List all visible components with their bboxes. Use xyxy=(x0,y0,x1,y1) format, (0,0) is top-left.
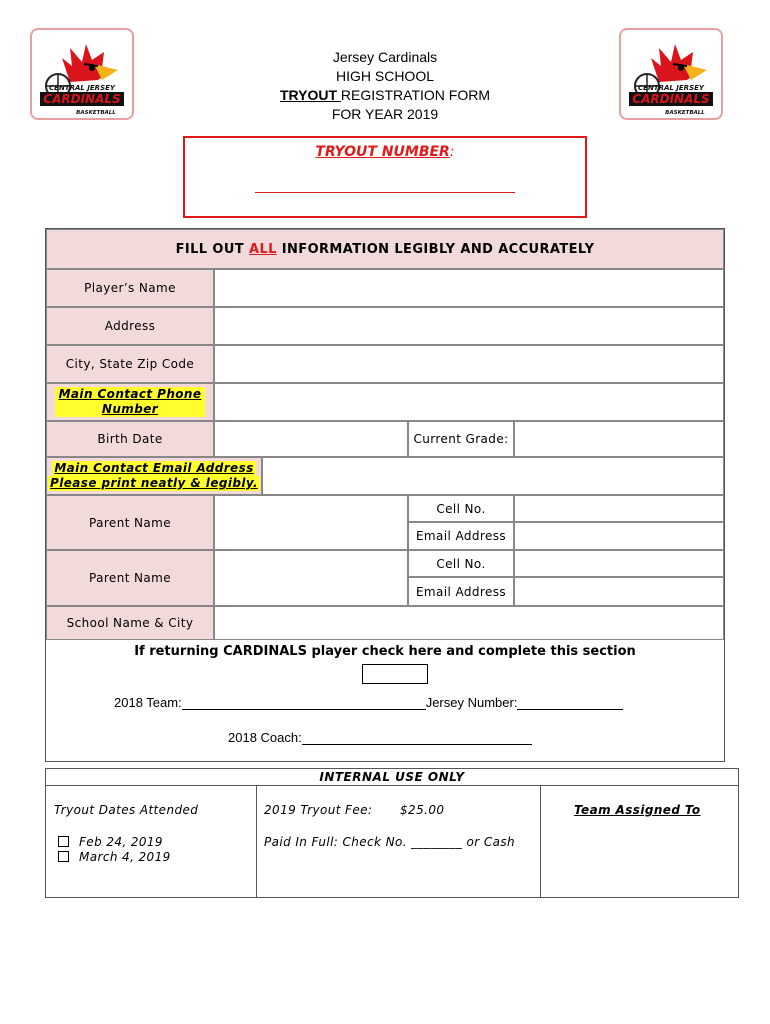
cardinal-logo-icon xyxy=(621,30,721,118)
birth-date-field[interactable] xyxy=(214,421,408,457)
tryout-dates-label: Tryout Dates Attended xyxy=(54,803,199,817)
school-level: HIGH SCHOOL xyxy=(335,68,434,84)
parent1-name-label: Parent Name xyxy=(46,495,214,550)
school-name-label: School Name & City xyxy=(46,606,214,640)
svg-text:CENTRAL JERSEY: CENTRAL JERSEY xyxy=(49,84,115,92)
form-title: TRYOUT REGISTRATION FORM xyxy=(280,87,490,103)
checkbox-icon[interactable] xyxy=(58,851,69,862)
form-instructions: FILL OUT ALL INFORMATION LEGIBLY AND ACCURATELY xyxy=(46,229,724,269)
players-name-label: Player’s Name xyxy=(46,269,214,307)
svg-text:CENTRAL JERSEY: CENTRAL JERSEY xyxy=(638,84,704,92)
players-name-field[interactable] xyxy=(214,269,724,307)
parent1-cell-label: Cell No. xyxy=(408,495,514,522)
org-name: Jersey Cardinals xyxy=(332,49,438,65)
main-email-label: Main Contact Email Address Please print neatly & legibly. xyxy=(46,457,262,495)
date-option-march[interactable]: March 4, 2019 xyxy=(58,850,171,864)
returning-player-checkbox[interactable] xyxy=(362,664,428,684)
team-assigned-label: Team Assigned To xyxy=(574,803,701,817)
date-option-feb[interactable]: Feb 24, 2019 xyxy=(58,835,163,849)
address-label: Address xyxy=(46,307,214,345)
parent2-cell-field[interactable] xyxy=(514,550,724,577)
team-logo-right xyxy=(619,28,723,120)
address-field[interactable] xyxy=(214,307,724,345)
tryout-fee-value: $25.00 xyxy=(400,803,445,817)
parent2-cell-label: Cell No. xyxy=(408,550,514,577)
form-header xyxy=(230,48,540,124)
divider xyxy=(256,786,257,897)
parent2-email-field[interactable] xyxy=(514,577,724,606)
school-name-field[interactable] xyxy=(214,606,724,640)
birth-date-label: Birth Date xyxy=(46,421,214,457)
team-2018-field[interactable] xyxy=(182,695,426,710)
internal-use-title: INTERNAL USE ONLY xyxy=(46,769,738,786)
tryout-number-label: TRYOUT NUMBER: xyxy=(315,144,455,160)
parent2-name-label: Parent Name xyxy=(46,550,214,606)
svg-text:CARDINALS: CARDINALS xyxy=(43,92,121,106)
jersey-number-field[interactable] xyxy=(517,695,623,710)
parent1-email-field[interactable] xyxy=(514,522,724,550)
parent1-email-label: Email Address xyxy=(408,522,514,550)
returning-player-title: If returning CARDINALS player check here and complete this section xyxy=(134,644,636,659)
parent2-name-field[interactable] xyxy=(214,550,408,606)
svg-text:CARDINALS: CARDINALS xyxy=(632,92,710,106)
svg-text:BASKETBALL: BASKETBALL xyxy=(76,110,116,116)
parent1-name-field[interactable] xyxy=(214,495,408,550)
form-year: FOR YEAR 2019 xyxy=(331,106,439,122)
main-email-field[interactable] xyxy=(262,457,724,495)
coach-2018-row: 2018 Coach: xyxy=(228,730,532,745)
tryout-number-field[interactable] xyxy=(255,192,515,193)
internal-use-section xyxy=(45,768,739,898)
cardinal-logo-icon xyxy=(32,30,132,118)
main-phone-field[interactable] xyxy=(214,383,724,421)
current-grade-label: Current Grade: xyxy=(408,421,514,457)
parent1-cell-field[interactable] xyxy=(514,495,724,522)
checkbox-icon[interactable] xyxy=(58,836,69,847)
tryout-fee-label: 2019 Tryout Fee: xyxy=(264,803,373,817)
svg-text:BASKETBALL: BASKETBALL xyxy=(665,110,705,116)
tryout-number-box xyxy=(183,136,587,218)
team-2018-row: 2018 Team: Jersey Number: xyxy=(114,695,623,710)
main-phone-label: Main Contact Phone Number xyxy=(46,383,214,421)
team-logo-left xyxy=(30,28,134,120)
current-grade-field[interactable] xyxy=(514,421,724,457)
divider xyxy=(540,786,541,897)
city-state-zip-label: City, State Zip Code xyxy=(46,345,214,383)
registration-form xyxy=(45,228,725,762)
paid-in-full-text: Paid In Full: Check No. ________ or Cash xyxy=(264,835,516,849)
parent2-email-label: Email Address xyxy=(408,577,514,606)
coach-2018-field[interactable] xyxy=(302,730,532,745)
city-state-zip-field[interactable] xyxy=(214,345,724,383)
